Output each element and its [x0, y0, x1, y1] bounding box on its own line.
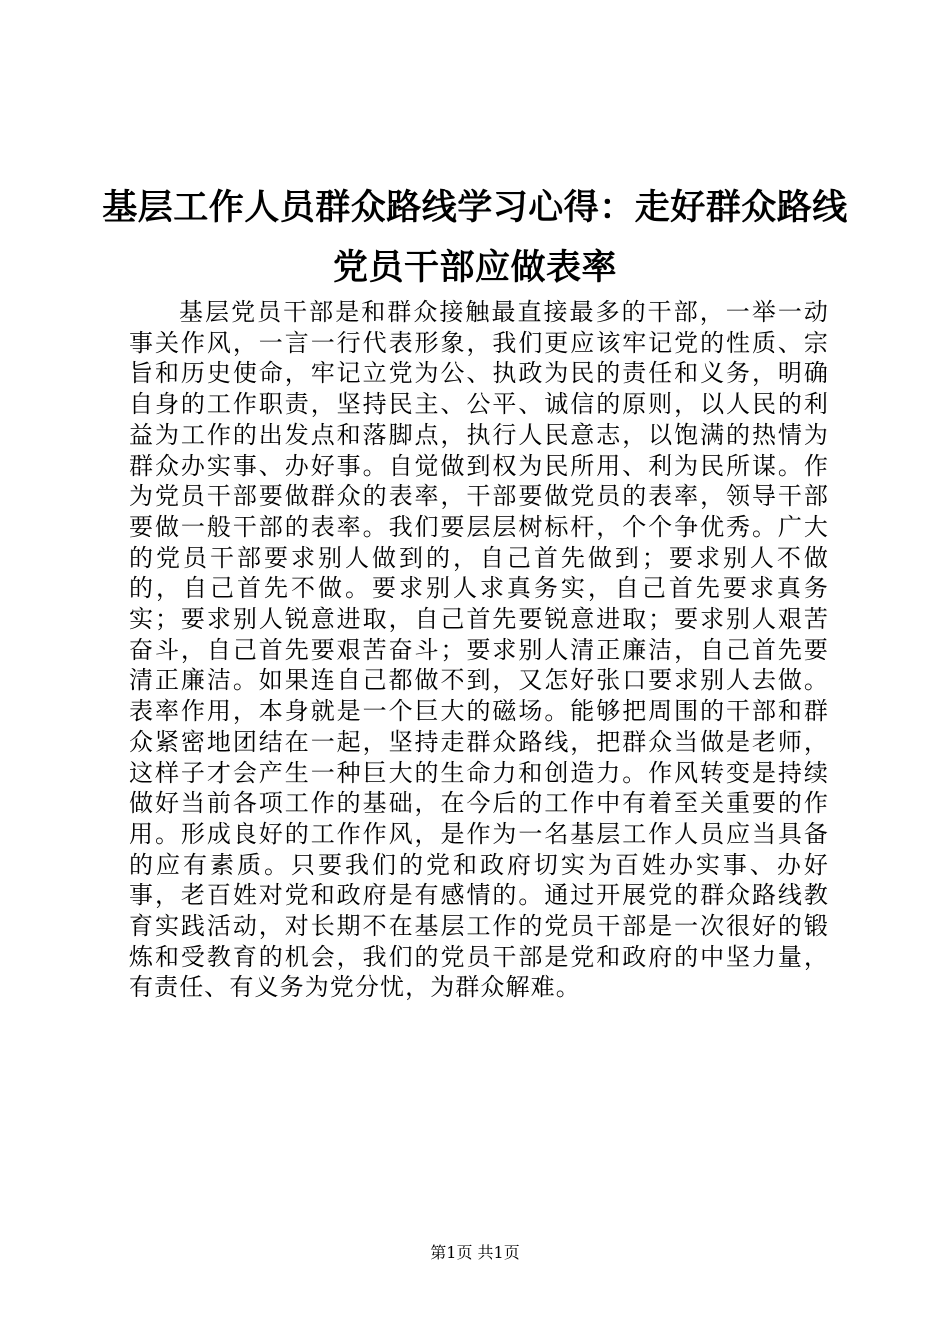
body-paragraph: 基层党员干部是和群众接触最直接最多的干部，一举一动事关作风，一言一行代表形象，我们更应该牢记党的性质、宗旨和历史使命，牢记立党为公、执政为民的责任和义务，明确自身的工作职责，坚持民主、公平、诚信的原则，以人民的利益为工作的出发点和落脚点，执行人民意志，以饱满的热情为群众办实事、办好事。自觉做到权为民所用、利为民所谋。作为党员干部要做群众的表率，干部要做党员的表率，领导干部要做一般干部的表率。我们要层层树标杆，个个争优秀。广大的党员干部要求别人做到的，自己首先做到；要求别人不做的，自己首先不做。要求别人求真务实，自己首先要求真务实；要求别人锐意进取，自己首先要锐意进取；要求别人艰苦奋斗，自己首先要艰苦奋斗；要求别人清正廉洁，自己首先要清正廉洁。如果连自己都做不到，又怎好张口要求别人去做。表率作用，本身就是一个巨大的磁场。能够把周围的干部和群众紧密地团结在一起，坚持走群众路线，把群众当做是老师，这样子才会产生一种巨大的生命力和创造力。作风转变是持续做好当前各项工作的基础，在今后的工作中有着至关重要的作用。形成良好的工作作风，是作为一名基层工作人员应当具备的应有素质。只要我们的党和政府切实为百姓办实事、办好事，老百姓对党和政府是有感情的。通过开展党的群众路线教育实践活动，对长期不在基层工作的党员干部是一次很好的锻炼和受教育的机会，我们的党员干部是党和政府的中坚力量，有责任、有义务为党分忧，为群众解难。	[129, 298, 829, 1002]
page-footer: 第1页 共1页	[430, 1243, 520, 1262]
document-title: 基层工作人员群众路线学习心得：走好群众路线党员干部应做表率	[102, 188, 848, 288]
